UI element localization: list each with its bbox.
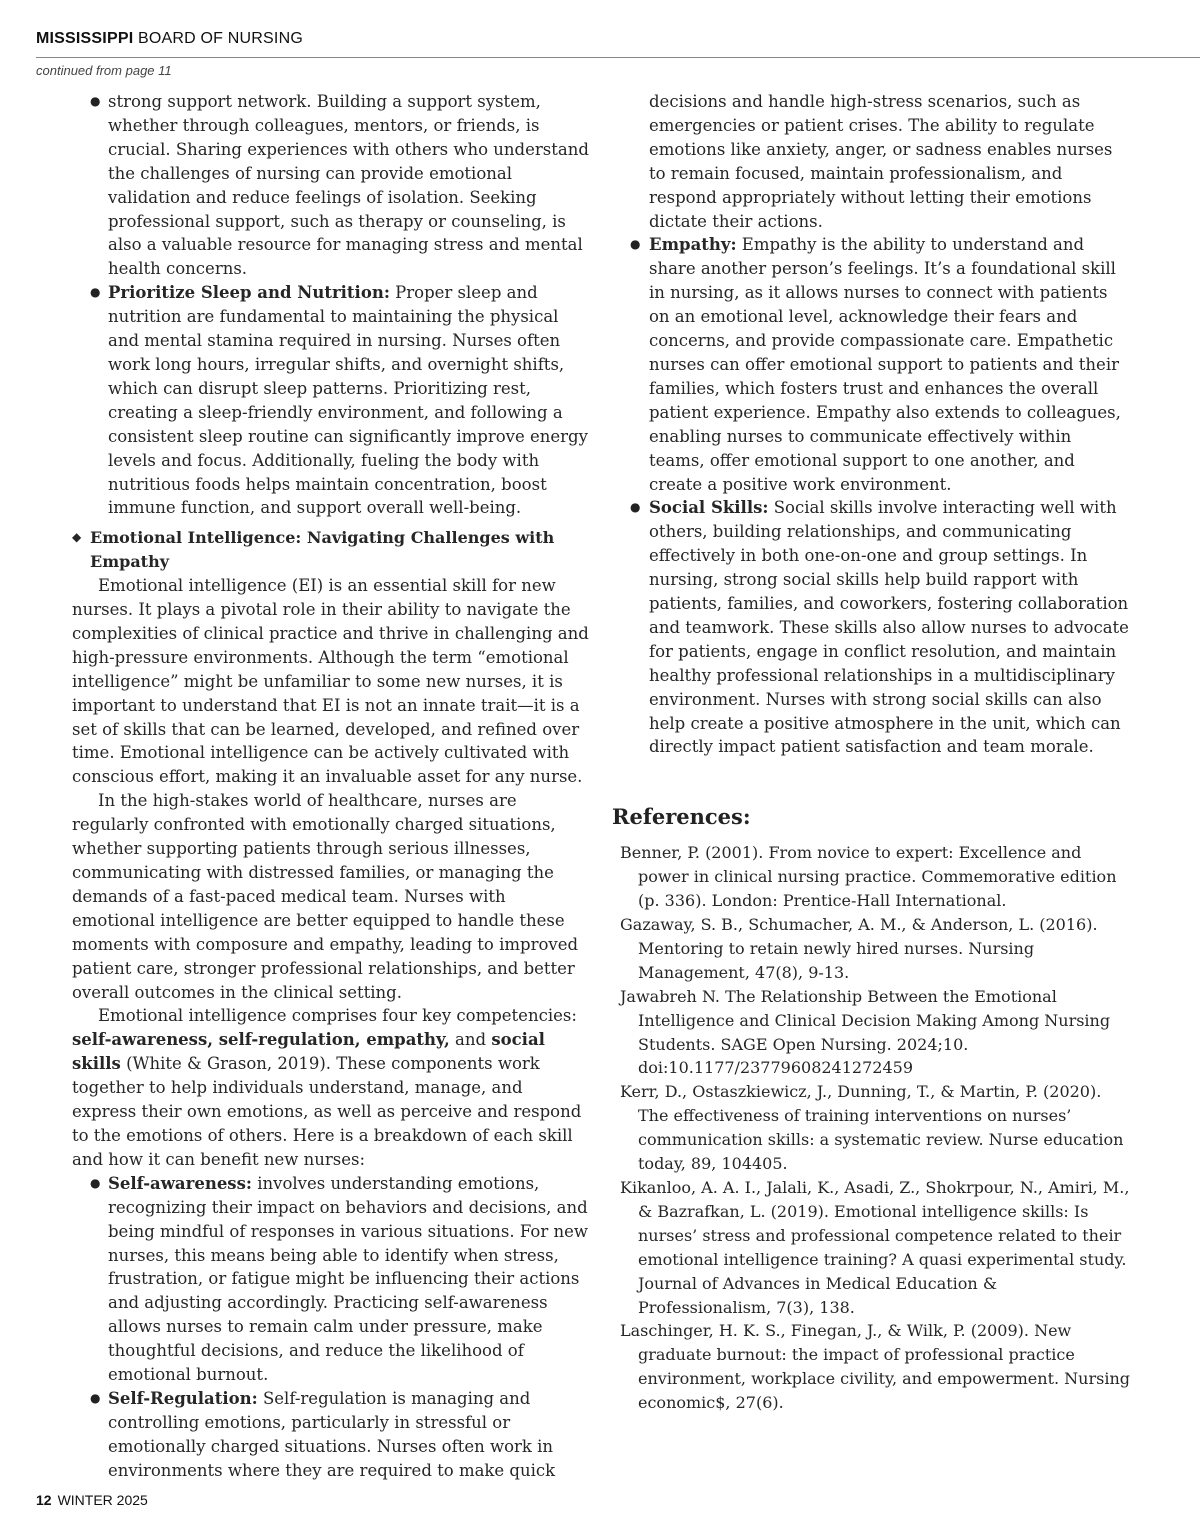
- list-item: [612, 496, 1132, 759]
- paragraph-text: Emotional intelligence comprises four key competencies:: [98, 1006, 577, 1026]
- right-column: [612, 90, 1132, 1415]
- continued-note: continued from page 11: [36, 63, 172, 78]
- bullet-continuation: decisions and handle high-stress scenarios, such as emergencies or patient crises. The ability to regulate emotions like anxiety, anger, or sadness enables nurses to remain focused, maintain professionalism, and respond appropriately without letting their emotions dictate their actions.: [649, 92, 1113, 231]
- bullet-text: involves understanding emotions, recognizing their impact on behaviors and decisions, and being mindful of responses in various situations. For new nurses, this means being able to identify when stress, frustration, or fatigue might be influencing their actions and adjusting accordingly. Practicing self-awareness allows nurses to remain calm under pressure, make thoughtful decisions, and reduce the likelihood of emotional burnout.: [108, 1173, 589, 1385]
- bullet-lead: Self-Regulation:: [108, 1388, 258, 1408]
- list-item: [72, 281, 590, 520]
- paragraph-text: and: [449, 1030, 492, 1050]
- page-footer: [36, 1492, 148, 1508]
- bullet-text: Empathy is the ability to understand and share another person’s feelings. It’s a foundational skill in nursing, as it allows nurses to connect with patients on an emotional level, acknowledge their fears and concerns, and provide compassionate care. Empathetic nurses can offer emotional support to patients and their families, which fosters trust and enhances the overall patient experience. Empathy also extends to colleagues, enabling nurses to communicate effectively within teams, offer emotional support to one another, and create a positive work environment.: [649, 235, 1121, 494]
- page-header: [36, 30, 1200, 78]
- bullet-lead: Self-awareness:: [108, 1173, 252, 1193]
- list-item: [612, 233, 1132, 496]
- section-heading: ◆ Emotional Intelligence: Navigating Challenges with Empathy: [72, 526, 590, 574]
- publication-title-bold: MISSISSIPPI: [36, 30, 134, 47]
- competency-list-continued: [612, 233, 1132, 759]
- bullet-text: strong support network. Building a support system, whether through colleagues, mentors, or friends, is crucial. Sharing experiences with others who understand the challenges of nursing can provide emotional validation and reduce feelings of isolation. Seeking professional support, such as therapy or counseling, is also a valuable resource for managing stress and mental health concerns.: [108, 92, 589, 279]
- paragraph-bold: social skills: [72, 1030, 545, 1074]
- list-item: [72, 1172, 590, 1387]
- bullet-text: Proper sleep and nutrition are fundamental to maintaining the physical and mental stamina required in nursing. Nurses often work long hours, irregular shifts, and overnight shifts, which can disrupt sleep patterns. Prioritizing rest, creating a sleep-friendly environment, and following a consistent sleep routine can significantly improve energy levels and focus. Additionally, fueling the body with nutritious foods helps maintain concentration, boost immune function, and support overall well-being.: [108, 283, 588, 518]
- list-item: [72, 1387, 590, 1483]
- competency-list: [72, 1172, 590, 1483]
- publication-title-rest: BOARD OF NURSING: [133, 30, 303, 47]
- paragraph: Emotional intelligence (EI) is an essential skill for new nurses. It plays a pivotal role in their ability to navigate the complexities of clinical practice and thrive in challenging and high-pressure environments. Although the term “emotional intelligence” might be unfamiliar to some new nurses, it is important to understand that EI is not an innate trait—it is a set of skills that can be learned, developed, and refined over time. Emotional intelligence can be actively cultivated with conscious effort, making it an invaluable asset for any nurse.: [72, 576, 589, 787]
- reference-item: Benner, P. (2001). From novice to expert: Excellence and power in clinical nursing practice. Commemorative edition (p. 336). London: Prentice-Hall International.: [620, 843, 1117, 911]
- paragraph: In the high-stakes world of healthcare, nurses are regularly confronted with emotionally charged situations, whether supporting patients through serious illnesses, communicating with distressed families, or managing the demands of a fast-paced medical team. Nurses with emotional intelligence are better equipped to handle these moments with composure and empathy, leading to improved patient care, stronger professional relationships, and better overall outcomes in the clinical setting.: [72, 791, 579, 1002]
- reference-item: Jawabreh N. The Relationship Between the Emotional Intelligence and Clinical Decision Making Among Nursing Students. SAGE Open Nursing. 2024;10. doi:10.1177/23779608241272459: [620, 986, 1111, 1078]
- page-number: 12: [36, 1492, 52, 1508]
- left-column: [72, 90, 590, 1483]
- publication-title: [36, 30, 1200, 48]
- reference-item: Kerr, D., Ostaszkiewicz, J., Dunning, T., & Martin, P. (2020). The effectiveness of training interventions on nurses’ communication skills: a systematic review. Nurse education today, 89, 104405.: [620, 1082, 1124, 1174]
- references-heading: References:: [612, 804, 751, 830]
- bullet-lead: Social Skills:: [649, 498, 769, 518]
- references-list: [612, 841, 1132, 1415]
- bullet-lead: Prioritize Sleep and Nutrition:: [108, 283, 390, 303]
- reference-item: Laschinger, H. K. S., Finegan, J., & Wilk, P. (2009). New graduate burnout: the impact of professional practice environment, workplace civility, and empowerment. Nursing economic$, 27(6).: [620, 1321, 1131, 1413]
- paragraph-text: (White & Grason, 2019). These components work together to help individuals understand, manage, and express their own emotions, as well as perceive and respond to the emotions of others. Here is a breakdown of each skill and how it can benefit new nurses:: [72, 1054, 582, 1169]
- paragraph: [72, 1004, 590, 1171]
- issue-label: WINTER 2025: [57, 1492, 148, 1508]
- bullet-lead: Empathy:: [649, 235, 737, 255]
- header-rule: [36, 57, 1200, 58]
- bullet-text: Self-regulation is managing and controlling emotions, particularly in stressful or emotionally charged situations. Nurses often work in environments where they are required to make quick: [108, 1388, 556, 1480]
- reference-item: Gazaway, S. B., Schumacher, A. M., & Anderson, L. (2016). Mentoring to retain newly hired nurses. Nursing Management, 47(8), 9-13.: [620, 915, 1098, 982]
- paragraph-bold: self-awareness, self-regulation, empathy,: [72, 1030, 450, 1050]
- tips-list: [72, 90, 590, 520]
- list-item: [72, 90, 590, 281]
- bullet-text: Social skills involve interacting well with others, building relationships, and communicating effectively in both one-on-one and group settings. In nursing, strong social skills help build rapport with patients, families, and coworkers, fostering collaboration and teamwork. These skills also allow nurses to advocate for patients, engage in conflict resolution, and maintain healthy professional relationships in a multidisciplinary environment. Nurses with strong social skills can also help create a positive atmosphere in the unit, which can directly impact patient satisfaction and team morale.: [649, 498, 1129, 757]
- reference-item: Kikanloo, A. A. I., Jalali, K., Asadi, Z., Shokrpour, N., Amiri, M., & Bazrafkan, L. (2019). Emotional intelligence skills: Is nurses’ stress and professional competence related to their emotional intelligence training? A quasi experimental study. Journal of Advances in Medical Education & Professionalism, 7(3), 138.: [620, 1177, 1130, 1317]
